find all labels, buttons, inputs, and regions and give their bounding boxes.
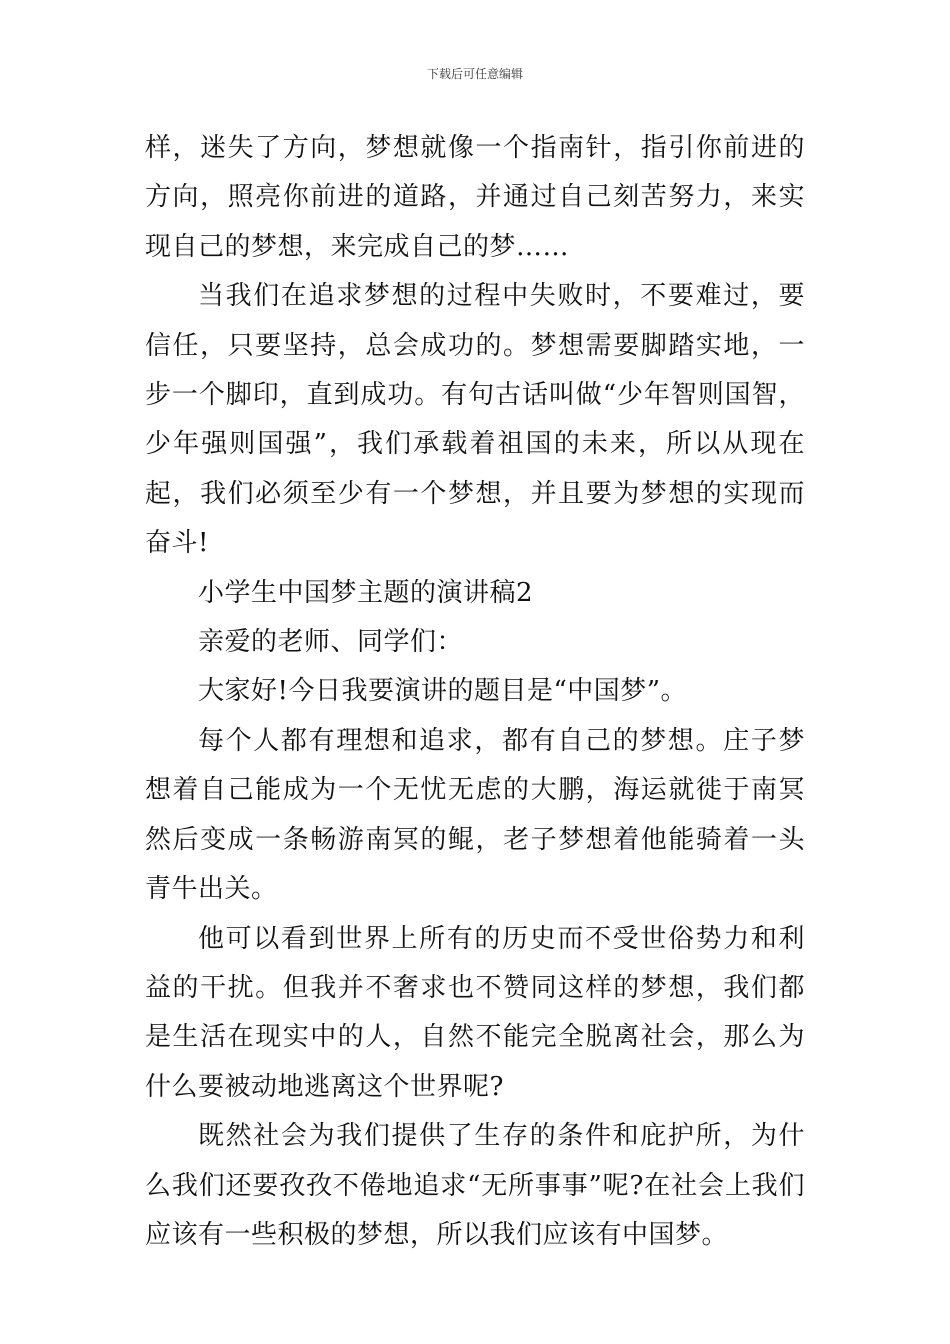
paragraph: 每个人都有理想和追求，都有自己的梦想。庄子梦想着自己能成为一个无忧无虑的大鹏，海运就徙于南冥然后变成一条畅游南冥的鲲，老子梦想着他能骑着一头青牛出关。 [145,725,805,905]
paragraph-continuation: 样，迷失了方向，梦想就像一个指南针，指引你前进的方向，照亮你前进的道路，并通过自己刻苦努力，来实现自己的梦想，来完成自己的梦…… [145,133,805,262]
paragraph: 既然社会为我们提供了生存的条件和庇护所，为什么我们还要孜孜不倦地追求“无所事事”呢?在社会上我们应该有一些积极的梦想，所以我们应该有中国梦。 [145,1121,805,1250]
paragraph: 他可以看到世界上所有的历史而不受世俗势力和利益的干扰。但我并不奢求也不赞同这样的梦想，我们都是生活在现实中的人，自然不能完全脱离社会，那么为什么要被动地逃离这个世界呢? [145,923,805,1102]
document-body [145,124,805,1260]
page-header: 下载后可任意编辑 [426,67,523,81]
salutation: 亲爱的老师、同学们： [198,627,464,658]
greeting: 大家好!今日我要演讲的题目是“中国梦”。 [198,676,688,707]
section-title: 小学生中国梦主题的演讲稿2 [198,577,534,608]
paragraph: 当我们在追求梦想的过程中失败时，不要难过，要信任，只要坚持，总会成功的。梦想需要脚踏实地，一步一个脚印，直到成功。有句古话叫做“少年智则国智，少年强则国强”，我们承载着祖国的未来，所以从现在起，我们必须至少有一个梦想，并且要为梦想的实现而奋斗! [145,281,805,559]
